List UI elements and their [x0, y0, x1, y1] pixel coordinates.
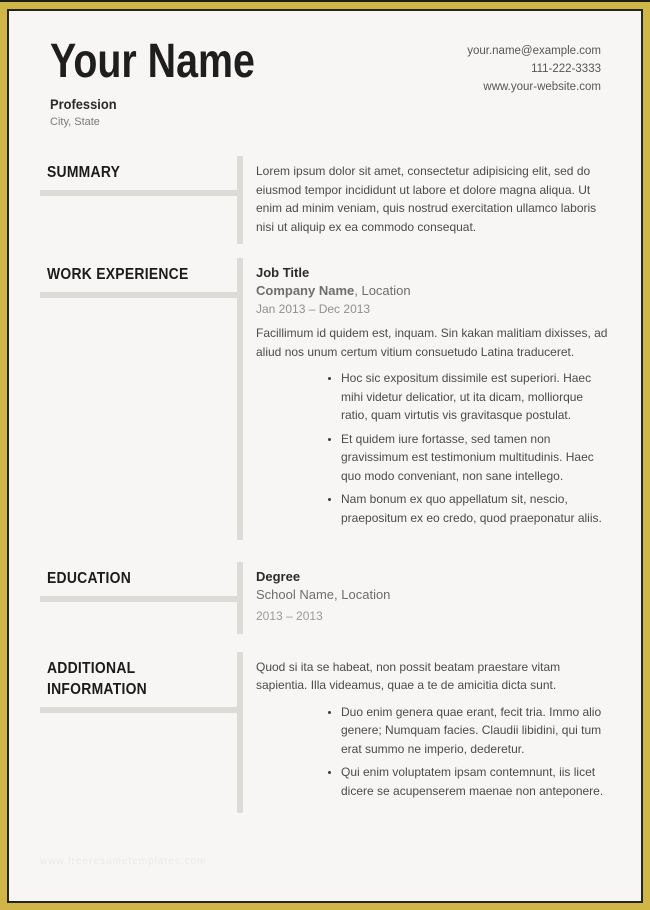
work-bullet-item: • Nam bonum ex quo appellatum sit, nescio, praepositum ex eo credo, quod praeponatur aliis. — [341, 490, 608, 527]
section-summary — [40, 156, 610, 244]
section-work-experience — [40, 258, 610, 540]
summary-underline-bar — [40, 190, 237, 196]
additional-paragraph: Quod si ita se habeat, non possit beatam praestare vitam sapientia. Illa videamus, quae a te de amicitia dicta sunt. — [256, 659, 561, 693]
work-heading-column — [40, 258, 237, 540]
education-title: EDUCATION — [46, 570, 132, 588]
summary-heading-column — [40, 156, 237, 244]
summary-text: Lorem ipsum dolor sit amet, consectetur adipisicing elit, sed do eiusmod tempor incididunt ut labore et dolore magna aliqua. Ut enim ad minim veniam, quis nostrud exercitation ullamco laboris nisi ut aliquip ex ea commodo consequat. — [256, 164, 597, 234]
city-state-label: City, State — [50, 116, 100, 129]
work-experience-title: WORK EXPERIENCE — [46, 266, 189, 284]
additional-bullet-item: • Duo enim genera quae erant, fecit tria. Immo alio genere; Numquam facies. Claudii libidini, qui tum erat summo ne imperio, dederetur. — [341, 703, 608, 759]
work-content — [243, 258, 610, 540]
additional-information-title: ADDITIONAL INFORMATION — [46, 659, 148, 698]
section-additional-information — [40, 652, 610, 814]
work-bullet-list — [256, 369, 608, 527]
summary-title: SUMMARY — [46, 164, 121, 182]
education-underline-bar — [40, 596, 237, 602]
contact-block — [467, 42, 601, 96]
contact-phone: 111-222-3333 — [531, 63, 601, 75]
company-name: Company Name — [256, 283, 355, 299]
company-line — [256, 282, 608, 300]
job-title: Job Title — [256, 265, 310, 281]
job-dates: Jan 2013 – Dec 2013 — [256, 302, 371, 317]
additional-bullet-item: • Qui enim voluptatem ipsam contemnunt, iis licet dicere se acupenserem maenae non anteponere. — [341, 763, 608, 800]
degree-label: Degree — [256, 569, 301, 585]
work-bullet-item: • Hoc sic expositum dissimile est superiori. Haec mihi videtur delicatior, ut ita dicam, molliorque ratio, quam virtutis vis gravitasque postulat. — [341, 369, 608, 425]
additional-content — [243, 652, 610, 814]
company-location: , Location — [354, 283, 411, 299]
additional-bullet-list — [256, 703, 608, 801]
contact-email: your.name@example.com — [467, 45, 601, 57]
school-name: School Name, Location — [256, 587, 391, 603]
watermark-text: www.freeresumetemplates.com — [40, 856, 207, 867]
profession-label: Profession — [50, 96, 117, 113]
work-paragraph: Facillimum id quidem est, inquam. Sin kakan malitiam dixisses, ad aliud nos unum certum vitium consuetudo Latina traduceret. — [256, 326, 608, 359]
section-education — [40, 562, 610, 634]
education-content — [243, 562, 610, 634]
resume-header — [50, 37, 610, 128]
additional-heading-column — [40, 652, 237, 814]
person-name: Your Name — [50, 35, 255, 88]
summary-content — [243, 156, 610, 244]
work-bullet-item: • Et quidem iure fortasse, sed tamen non gravissimum est testimonium multitudinis. Haec quo modo conveniant, non sane intellego. — [341, 430, 608, 486]
additional-underline-bar — [40, 707, 237, 713]
education-dates: 2013 – 2013 — [256, 609, 323, 624]
education-heading-column — [40, 562, 237, 634]
contact-website: www.your-website.com — [483, 81, 601, 93]
resume-sheet — [7, 9, 643, 903]
work-underline-bar — [40, 292, 237, 298]
